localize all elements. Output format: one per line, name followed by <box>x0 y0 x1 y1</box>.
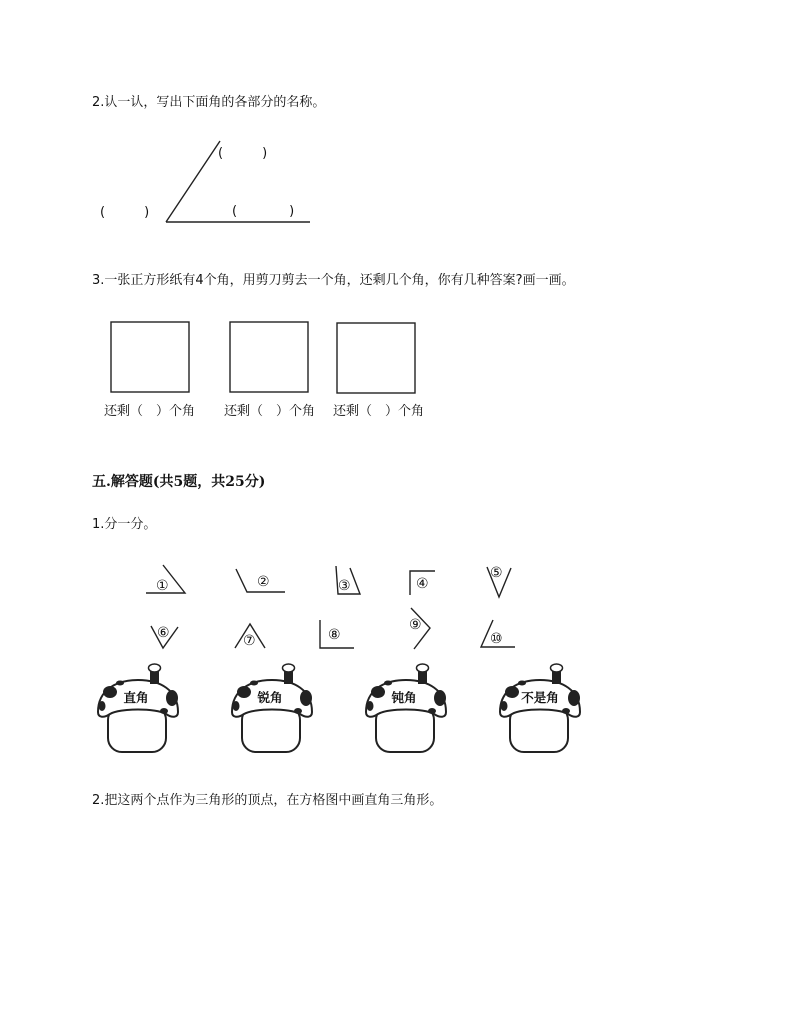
angle-label-1: ① <box>156 578 169 594</box>
caption-3: 还剩（ ）个角 <box>333 404 425 419</box>
blank-edge-lower: ( ) <box>232 204 295 219</box>
angle-label-8: ⑧ <box>328 627 341 643</box>
mushroom-1 <box>98 664 178 752</box>
angle-label-10: ⑩ <box>490 631 503 647</box>
mushroom-label-3: 钝角 <box>391 690 417 705</box>
q2-title: 2.认一认，写出下面角的各部分的名称。 <box>92 95 326 110</box>
angle-label-9: ⑨ <box>409 617 422 633</box>
angle-label-2: ② <box>257 574 270 590</box>
s1-title: 1.分一分。 <box>92 517 157 532</box>
blank-vertex: ( ) <box>100 205 150 220</box>
caption-1: 还剩（ ）个角 <box>104 404 196 419</box>
mushroom-3 <box>366 664 446 752</box>
angle-label-6: ⑥ <box>157 625 170 641</box>
angle-label-5: ⑤ <box>490 565 503 581</box>
blank-edge-upper: ( ) <box>218 146 268 161</box>
angle-label-7: ⑦ <box>243 633 256 649</box>
angle-label-4: ④ <box>416 576 429 592</box>
mushroom-label-4: 不是角 <box>521 690 559 705</box>
mushroom-2 <box>232 664 312 752</box>
angle-label-3: ③ <box>338 578 351 594</box>
section-title: 五.解答题(共5题，共25分) <box>92 474 266 490</box>
q3-title: 3.一张正方形纸有4个角，用剪刀剪去一个角，还剩几个角，你有几种答案?画一画。 <box>92 273 575 288</box>
mushroom-label-1: 直角 <box>123 690 149 705</box>
mushroom-label-2: 锐角 <box>257 690 283 705</box>
s2-title: 2.把这两个点作为三角形的顶点，在方格图中画直角三角形。 <box>92 793 443 808</box>
mushroom-4 <box>500 664 580 752</box>
caption-2: 还剩（ ）个角 <box>224 404 316 419</box>
